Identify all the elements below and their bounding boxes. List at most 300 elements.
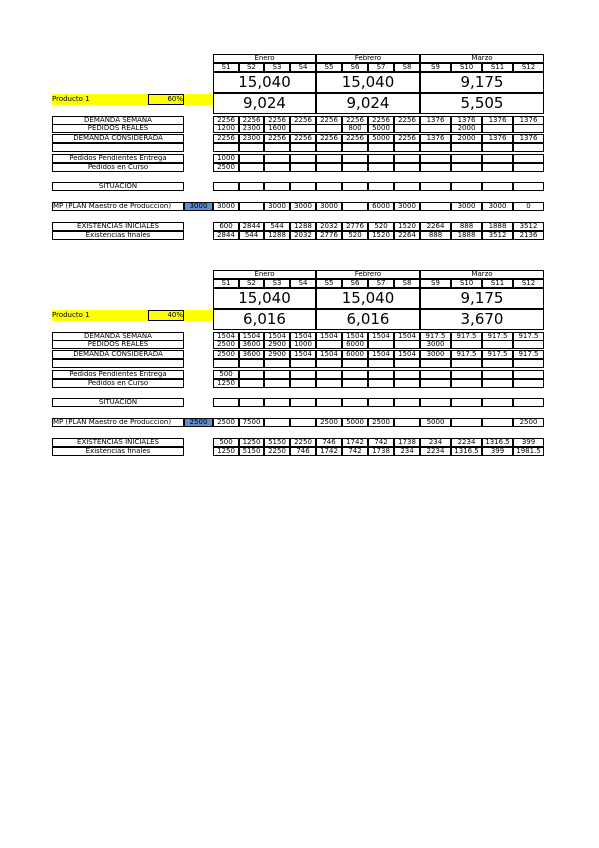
empty-cell[interactable] <box>482 359 513 368</box>
data-cell[interactable]: 2300 <box>239 134 264 143</box>
empty-cell[interactable] <box>368 143 394 152</box>
empty-cell[interactable] <box>368 359 394 368</box>
data-cell[interactable]: 2250 <box>290 438 316 447</box>
row-label: Pedidos en Curso <box>52 379 184 388</box>
monthly-product-demand: 3,670 <box>420 309 544 330</box>
data-cell[interactable]: 1288 <box>264 231 290 240</box>
data-cell[interactable]: 2256 <box>316 116 342 125</box>
data-cell[interactable] <box>239 202 264 211</box>
data-cell[interactable]: 800 <box>342 124 368 133</box>
data-cell[interactable]: 917.5 <box>482 350 513 359</box>
data-cell[interactable]: 888 <box>420 231 451 240</box>
data-cell[interactable]: 2776 <box>342 222 368 231</box>
data-cell[interactable]: 1250 <box>213 379 239 388</box>
empty-cell[interactable] <box>290 359 316 368</box>
data-cell[interactable]: 5000 <box>342 418 368 427</box>
month-header: Febrero <box>316 54 420 63</box>
data-cell[interactable]: 1200 <box>213 124 239 133</box>
month-header: Marzo <box>420 54 544 63</box>
data-cell[interactable]: 1888 <box>482 222 513 231</box>
data-cell[interactable] <box>451 370 482 379</box>
data-cell[interactable]: 1504 <box>290 350 316 359</box>
data-cell[interactable] <box>420 124 451 133</box>
data-cell[interactable]: 3600 <box>239 340 264 349</box>
data-cell[interactable]: 6000 <box>342 350 368 359</box>
empty-cell[interactable] <box>239 143 264 152</box>
data-cell[interactable] <box>394 124 420 133</box>
week-header: S10 <box>451 63 482 72</box>
monthly-demand: 15,040 <box>316 288 420 309</box>
data-cell[interactable]: 1738 <box>368 447 394 456</box>
data-cell[interactable]: 917.5 <box>420 332 451 341</box>
data-cell[interactable] <box>213 398 239 407</box>
data-cell[interactable] <box>394 340 420 349</box>
monthly-demand: 9,175 <box>420 72 544 93</box>
data-cell[interactable]: 520 <box>368 222 394 231</box>
data-cell[interactable]: 2500 <box>513 418 544 427</box>
data-cell[interactable] <box>264 418 290 427</box>
data-cell[interactable] <box>420 379 451 388</box>
week-header: S8 <box>394 63 420 72</box>
data-cell[interactable] <box>482 418 513 427</box>
data-cell[interactable]: 2000 <box>451 124 482 133</box>
data-cell[interactable] <box>239 163 264 172</box>
week-header: S5 <box>316 279 342 288</box>
product-label-fill <box>184 310 213 321</box>
data-cell[interactable]: 2776 <box>316 231 342 240</box>
data-cell[interactable]: 746 <box>316 438 342 447</box>
data-cell[interactable] <box>290 398 316 407</box>
data-cell[interactable]: 2250 <box>264 447 290 456</box>
data-cell[interactable]: 3600 <box>239 350 264 359</box>
product-percentage[interactable]: 40% <box>148 310 184 321</box>
data-cell[interactable]: 3512 <box>513 222 544 231</box>
data-cell[interactable]: 746 <box>290 447 316 456</box>
data-cell[interactable]: 1000 <box>213 154 239 163</box>
data-cell[interactable] <box>264 398 290 407</box>
data-cell[interactable]: 2500 <box>213 163 239 172</box>
data-cell[interactable] <box>290 182 316 191</box>
data-cell[interactable]: 1376 <box>420 116 451 125</box>
row-label: DEMANDA CONSIDERADA <box>52 350 184 359</box>
data-cell[interactable] <box>342 202 368 211</box>
data-cell[interactable]: 2256 <box>342 116 368 125</box>
data-cell[interactable]: 2234 <box>451 438 482 447</box>
data-cell[interactable]: 1376 <box>482 116 513 125</box>
data-cell[interactable] <box>264 154 290 163</box>
week-header: S7 <box>368 63 394 72</box>
data-cell[interactable] <box>394 182 420 191</box>
data-cell[interactable] <box>316 182 342 191</box>
data-cell[interactable] <box>239 379 264 388</box>
data-cell[interactable]: 1316.5 <box>482 438 513 447</box>
empty-cell[interactable] <box>394 359 420 368</box>
data-cell[interactable] <box>394 418 420 427</box>
data-cell[interactable] <box>264 379 290 388</box>
data-cell[interactable]: 742 <box>368 438 394 447</box>
product-label: Producto 1 <box>52 94 148 105</box>
data-cell[interactable]: 1376 <box>420 134 451 143</box>
week-header: S8 <box>394 279 420 288</box>
data-cell[interactable]: 2500 <box>213 418 239 427</box>
data-cell[interactable] <box>239 154 264 163</box>
data-cell[interactable]: 2256 <box>264 116 290 125</box>
data-cell[interactable]: 1888 <box>451 231 482 240</box>
data-cell[interactable] <box>342 379 368 388</box>
data-cell[interactable]: 1504 <box>394 332 420 341</box>
data-cell[interactable]: 2500 <box>213 340 239 349</box>
data-cell[interactable] <box>482 340 513 349</box>
data-cell[interactable]: 2136 <box>513 231 544 240</box>
data-cell[interactable]: 1600 <box>264 124 290 133</box>
data-cell[interactable] <box>513 398 544 407</box>
empty-cell[interactable] <box>420 359 451 368</box>
month-header: Febrero <box>316 270 420 279</box>
data-cell[interactable] <box>316 340 342 349</box>
data-cell[interactable]: 5150 <box>264 438 290 447</box>
data-cell[interactable] <box>420 182 451 191</box>
data-cell[interactable]: 520 <box>342 231 368 240</box>
data-cell[interactable]: 2264 <box>394 231 420 240</box>
data-cell[interactable]: 3000 <box>420 340 451 349</box>
data-cell[interactable]: 1520 <box>394 222 420 231</box>
data-cell[interactable] <box>316 370 342 379</box>
week-header: S12 <box>513 279 544 288</box>
data-cell[interactable]: 5000 <box>420 418 451 427</box>
monthly-demand: 9,175 <box>420 288 544 309</box>
data-cell[interactable]: 2264 <box>420 222 451 231</box>
monthly-product-demand: 9,024 <box>316 93 420 114</box>
data-cell[interactable] <box>239 370 264 379</box>
data-cell[interactable]: 1504 <box>213 332 239 341</box>
data-cell[interactable]: 2256 <box>394 134 420 143</box>
row-label: DEMANDA SEMANA <box>52 116 184 125</box>
data-cell[interactable]: 917.5 <box>513 350 544 359</box>
week-header: S11 <box>482 279 513 288</box>
data-cell[interactable]: 2256 <box>290 116 316 125</box>
data-cell[interactable] <box>264 370 290 379</box>
row-label: PEDIDOS REALES <box>52 340 184 349</box>
data-cell[interactable]: 544 <box>264 222 290 231</box>
data-cell[interactable]: 1981.5 <box>513 447 544 456</box>
data-cell[interactable]: 7500 <box>239 418 264 427</box>
data-cell[interactable] <box>368 182 394 191</box>
data-cell[interactable]: 1504 <box>368 350 394 359</box>
month-header: Enero <box>213 270 316 279</box>
data-cell[interactable] <box>482 379 513 388</box>
data-cell[interactable]: 6000 <box>342 340 368 349</box>
data-cell[interactable]: 3000 <box>451 202 482 211</box>
data-cell[interactable] <box>368 163 394 172</box>
data-cell[interactable] <box>264 182 290 191</box>
data-cell[interactable] <box>239 398 264 407</box>
row-label: Existencias finales <box>52 447 184 456</box>
data-cell[interactable] <box>394 398 420 407</box>
week-header: S7 <box>368 279 394 288</box>
data-cell[interactable]: 1250 <box>239 438 264 447</box>
data-cell[interactable]: 1520 <box>368 231 394 240</box>
data-cell[interactable] <box>342 163 368 172</box>
data-cell[interactable]: 2256 <box>213 134 239 143</box>
empty-cell[interactable] <box>316 143 342 152</box>
data-cell[interactable]: 917.5 <box>482 332 513 341</box>
data-cell[interactable]: 2000 <box>451 134 482 143</box>
data-cell[interactable]: 1504 <box>290 332 316 341</box>
plan-value[interactable]: 2500 <box>184 418 213 427</box>
data-cell[interactable] <box>513 340 544 349</box>
data-cell[interactable]: 3000 <box>394 202 420 211</box>
data-cell[interactable] <box>264 163 290 172</box>
monthly-product-demand: 6,016 <box>316 309 420 330</box>
data-cell[interactable] <box>451 154 482 163</box>
data-cell[interactable]: 3000 <box>420 350 451 359</box>
week-header: S12 <box>513 63 544 72</box>
data-cell[interactable]: 5000 <box>368 134 394 143</box>
week-header: S9 <box>420 63 451 72</box>
data-cell[interactable]: 888 <box>451 222 482 231</box>
product-label: Producto 1 <box>52 310 148 321</box>
empty-cell[interactable] <box>264 143 290 152</box>
data-cell[interactable] <box>213 182 239 191</box>
data-cell[interactable]: 544 <box>239 231 264 240</box>
data-cell[interactable]: 2256 <box>264 134 290 143</box>
week-header: S1 <box>213 279 239 288</box>
row-label: SITUACION <box>52 182 184 191</box>
data-cell[interactable]: 1504 <box>264 332 290 341</box>
data-cell[interactable] <box>420 202 451 211</box>
week-header: S3 <box>264 279 290 288</box>
empty-cell[interactable] <box>420 143 451 152</box>
empty-cell[interactable] <box>482 143 513 152</box>
data-cell[interactable]: 2844 <box>239 222 264 231</box>
data-cell[interactable]: 2300 <box>239 124 264 133</box>
data-cell[interactable] <box>239 182 264 191</box>
row-label: SITUACION <box>52 398 184 407</box>
data-cell[interactable] <box>368 340 394 349</box>
data-cell[interactable] <box>290 154 316 163</box>
data-cell[interactable] <box>316 163 342 172</box>
data-cell[interactable] <box>290 124 316 133</box>
data-cell[interactable] <box>482 398 513 407</box>
data-cell[interactable]: 0 <box>513 202 544 211</box>
data-cell[interactable] <box>482 154 513 163</box>
data-cell[interactable]: 1316.5 <box>451 447 482 456</box>
data-cell[interactable] <box>342 182 368 191</box>
data-cell[interactable]: 2500 <box>213 350 239 359</box>
week-header: S4 <box>290 279 316 288</box>
data-cell[interactable] <box>513 370 544 379</box>
data-cell[interactable]: 1504 <box>316 350 342 359</box>
row-label: PEDIDOS REALES <box>52 124 184 133</box>
data-cell[interactable] <box>420 154 451 163</box>
data-cell[interactable]: 399 <box>482 447 513 456</box>
data-cell[interactable]: 1000 <box>290 340 316 349</box>
data-cell[interactable]: 3000 <box>482 202 513 211</box>
data-cell[interactable]: 3000 <box>264 202 290 211</box>
data-cell[interactable]: 2256 <box>394 116 420 125</box>
data-cell[interactable] <box>342 398 368 407</box>
empty-cell[interactable] <box>264 359 290 368</box>
data-cell[interactable] <box>513 163 544 172</box>
data-cell[interactable]: 1250 <box>213 447 239 456</box>
data-cell[interactable]: 6000 <box>368 202 394 211</box>
data-cell[interactable] <box>290 370 316 379</box>
data-cell[interactable] <box>482 124 513 133</box>
data-cell[interactable]: 234 <box>420 438 451 447</box>
row-label: DEMANDA SEMANA <box>52 332 184 341</box>
empty-cell[interactable] <box>513 143 544 152</box>
product-label-fill <box>184 94 213 105</box>
data-cell[interactable]: 917.5 <box>451 350 482 359</box>
data-cell[interactable]: 3512 <box>482 231 513 240</box>
week-header: S5 <box>316 63 342 72</box>
week-header: S10 <box>451 279 482 288</box>
row-label: Pedidos Pendientes Entrega <box>52 154 184 163</box>
data-cell[interactable] <box>316 124 342 133</box>
data-cell[interactable]: 1376 <box>482 134 513 143</box>
data-cell[interactable]: 2032 <box>290 231 316 240</box>
data-cell[interactable]: 3000 <box>213 202 239 211</box>
data-cell[interactable]: 2500 <box>316 418 342 427</box>
data-cell[interactable]: 1376 <box>451 116 482 125</box>
data-cell[interactable]: 742 <box>342 447 368 456</box>
data-cell[interactable] <box>451 182 482 191</box>
data-cell[interactable] <box>513 154 544 163</box>
data-cell[interactable]: 2500 <box>368 418 394 427</box>
monthly-product-demand: 9,024 <box>213 93 316 114</box>
data-cell[interactable]: 500 <box>213 438 239 447</box>
data-cell[interactable] <box>513 379 544 388</box>
data-cell[interactable] <box>368 398 394 407</box>
data-cell[interactable] <box>290 379 316 388</box>
data-cell[interactable]: 2256 <box>213 116 239 125</box>
data-cell[interactable]: 234 <box>394 447 420 456</box>
data-cell[interactable]: 1742 <box>342 438 368 447</box>
empty-cell[interactable] <box>213 359 239 368</box>
data-cell[interactable]: 1288 <box>290 222 316 231</box>
data-cell[interactable]: 5150 <box>239 447 264 456</box>
monthly-demand: 15,040 <box>213 288 316 309</box>
data-cell[interactable]: 2256 <box>316 134 342 143</box>
week-header: S2 <box>239 63 264 72</box>
monthly-demand: 15,040 <box>213 72 316 93</box>
data-cell[interactable] <box>394 163 420 172</box>
product-percentage[interactable]: 60% <box>148 94 184 105</box>
data-cell[interactable]: 1376 <box>513 116 544 125</box>
data-cell[interactable]: 2256 <box>290 134 316 143</box>
data-cell[interactable] <box>316 379 342 388</box>
data-cell[interactable] <box>482 163 513 172</box>
data-cell[interactable]: 3000 <box>290 202 316 211</box>
data-cell[interactable] <box>451 340 482 349</box>
week-header: S9 <box>420 279 451 288</box>
data-cell[interactable]: 3000 <box>316 202 342 211</box>
data-cell[interactable]: 399 <box>513 438 544 447</box>
data-cell[interactable] <box>368 154 394 163</box>
data-cell[interactable]: 1738 <box>394 438 420 447</box>
data-cell[interactable] <box>513 124 544 133</box>
data-cell[interactable]: 2234 <box>420 447 451 456</box>
data-cell[interactable]: 917.5 <box>513 332 544 341</box>
empty-cell[interactable] <box>513 359 544 368</box>
week-header: S6 <box>342 279 368 288</box>
week-header: S3 <box>264 63 290 72</box>
empty-cell[interactable] <box>316 359 342 368</box>
empty-cell[interactable] <box>213 143 239 152</box>
row-label: Pedidos Pendientes Entrega <box>52 370 184 379</box>
empty-cell[interactable] <box>239 359 264 368</box>
data-cell[interactable] <box>420 398 451 407</box>
data-cell[interactable]: 5000 <box>368 124 394 133</box>
data-cell[interactable] <box>394 370 420 379</box>
data-cell[interactable] <box>342 370 368 379</box>
row-label: EXISTENCIAS INICIALES <box>52 222 184 231</box>
data-cell[interactable]: 1742 <box>316 447 342 456</box>
empty-cell[interactable] <box>451 359 482 368</box>
data-cell[interactable] <box>420 163 451 172</box>
data-cell[interactable] <box>451 418 482 427</box>
data-cell[interactable]: 1504 <box>394 350 420 359</box>
week-header: S11 <box>482 63 513 72</box>
data-cell[interactable]: 2900 <box>264 340 290 349</box>
data-cell[interactable] <box>394 379 420 388</box>
data-cell[interactable] <box>342 154 368 163</box>
data-cell[interactable]: 2256 <box>239 116 264 125</box>
data-cell[interactable] <box>513 182 544 191</box>
data-cell[interactable]: 2256 <box>342 134 368 143</box>
data-cell[interactable] <box>451 379 482 388</box>
data-cell[interactable] <box>368 379 394 388</box>
plan-value[interactable]: 3000 <box>184 202 213 211</box>
data-cell[interactable] <box>316 154 342 163</box>
row-label: Existencias finales <box>52 231 184 240</box>
data-cell[interactable] <box>451 398 482 407</box>
data-cell[interactable]: 2032 <box>316 222 342 231</box>
data-cell[interactable]: 1504 <box>316 332 342 341</box>
data-cell[interactable] <box>482 370 513 379</box>
data-cell[interactable]: 2256 <box>368 116 394 125</box>
week-header: S2 <box>239 279 264 288</box>
data-cell[interactable]: 1376 <box>513 134 544 143</box>
data-cell[interactable] <box>290 418 316 427</box>
empty-cell[interactable] <box>342 359 368 368</box>
empty-cell[interactable] <box>451 143 482 152</box>
data-cell[interactable]: 2900 <box>264 350 290 359</box>
week-header: S6 <box>342 63 368 72</box>
empty-cell[interactable] <box>290 143 316 152</box>
data-cell[interactable] <box>451 163 482 172</box>
month-header: Marzo <box>420 270 544 279</box>
data-cell[interactable] <box>394 154 420 163</box>
data-cell[interactable] <box>420 370 451 379</box>
data-cell[interactable]: 2844 <box>213 231 239 240</box>
data-cell[interactable] <box>368 370 394 379</box>
empty-cell[interactable] <box>342 143 368 152</box>
row-label: MP (PLAN Maestro de Produccion) <box>52 202 184 211</box>
week-header: S1 <box>213 63 239 72</box>
data-cell[interactable] <box>316 398 342 407</box>
data-cell[interactable] <box>290 163 316 172</box>
empty-row-label <box>52 143 184 152</box>
data-cell[interactable]: 917.5 <box>451 332 482 341</box>
empty-cell[interactable] <box>394 143 420 152</box>
data-cell[interactable]: 500 <box>213 370 239 379</box>
data-cell[interactable]: 1504 <box>368 332 394 341</box>
data-cell[interactable]: 600 <box>213 222 239 231</box>
data-cell[interactable] <box>482 182 513 191</box>
data-cell[interactable]: 1504 <box>239 332 264 341</box>
data-cell[interactable]: 1504 <box>342 332 368 341</box>
